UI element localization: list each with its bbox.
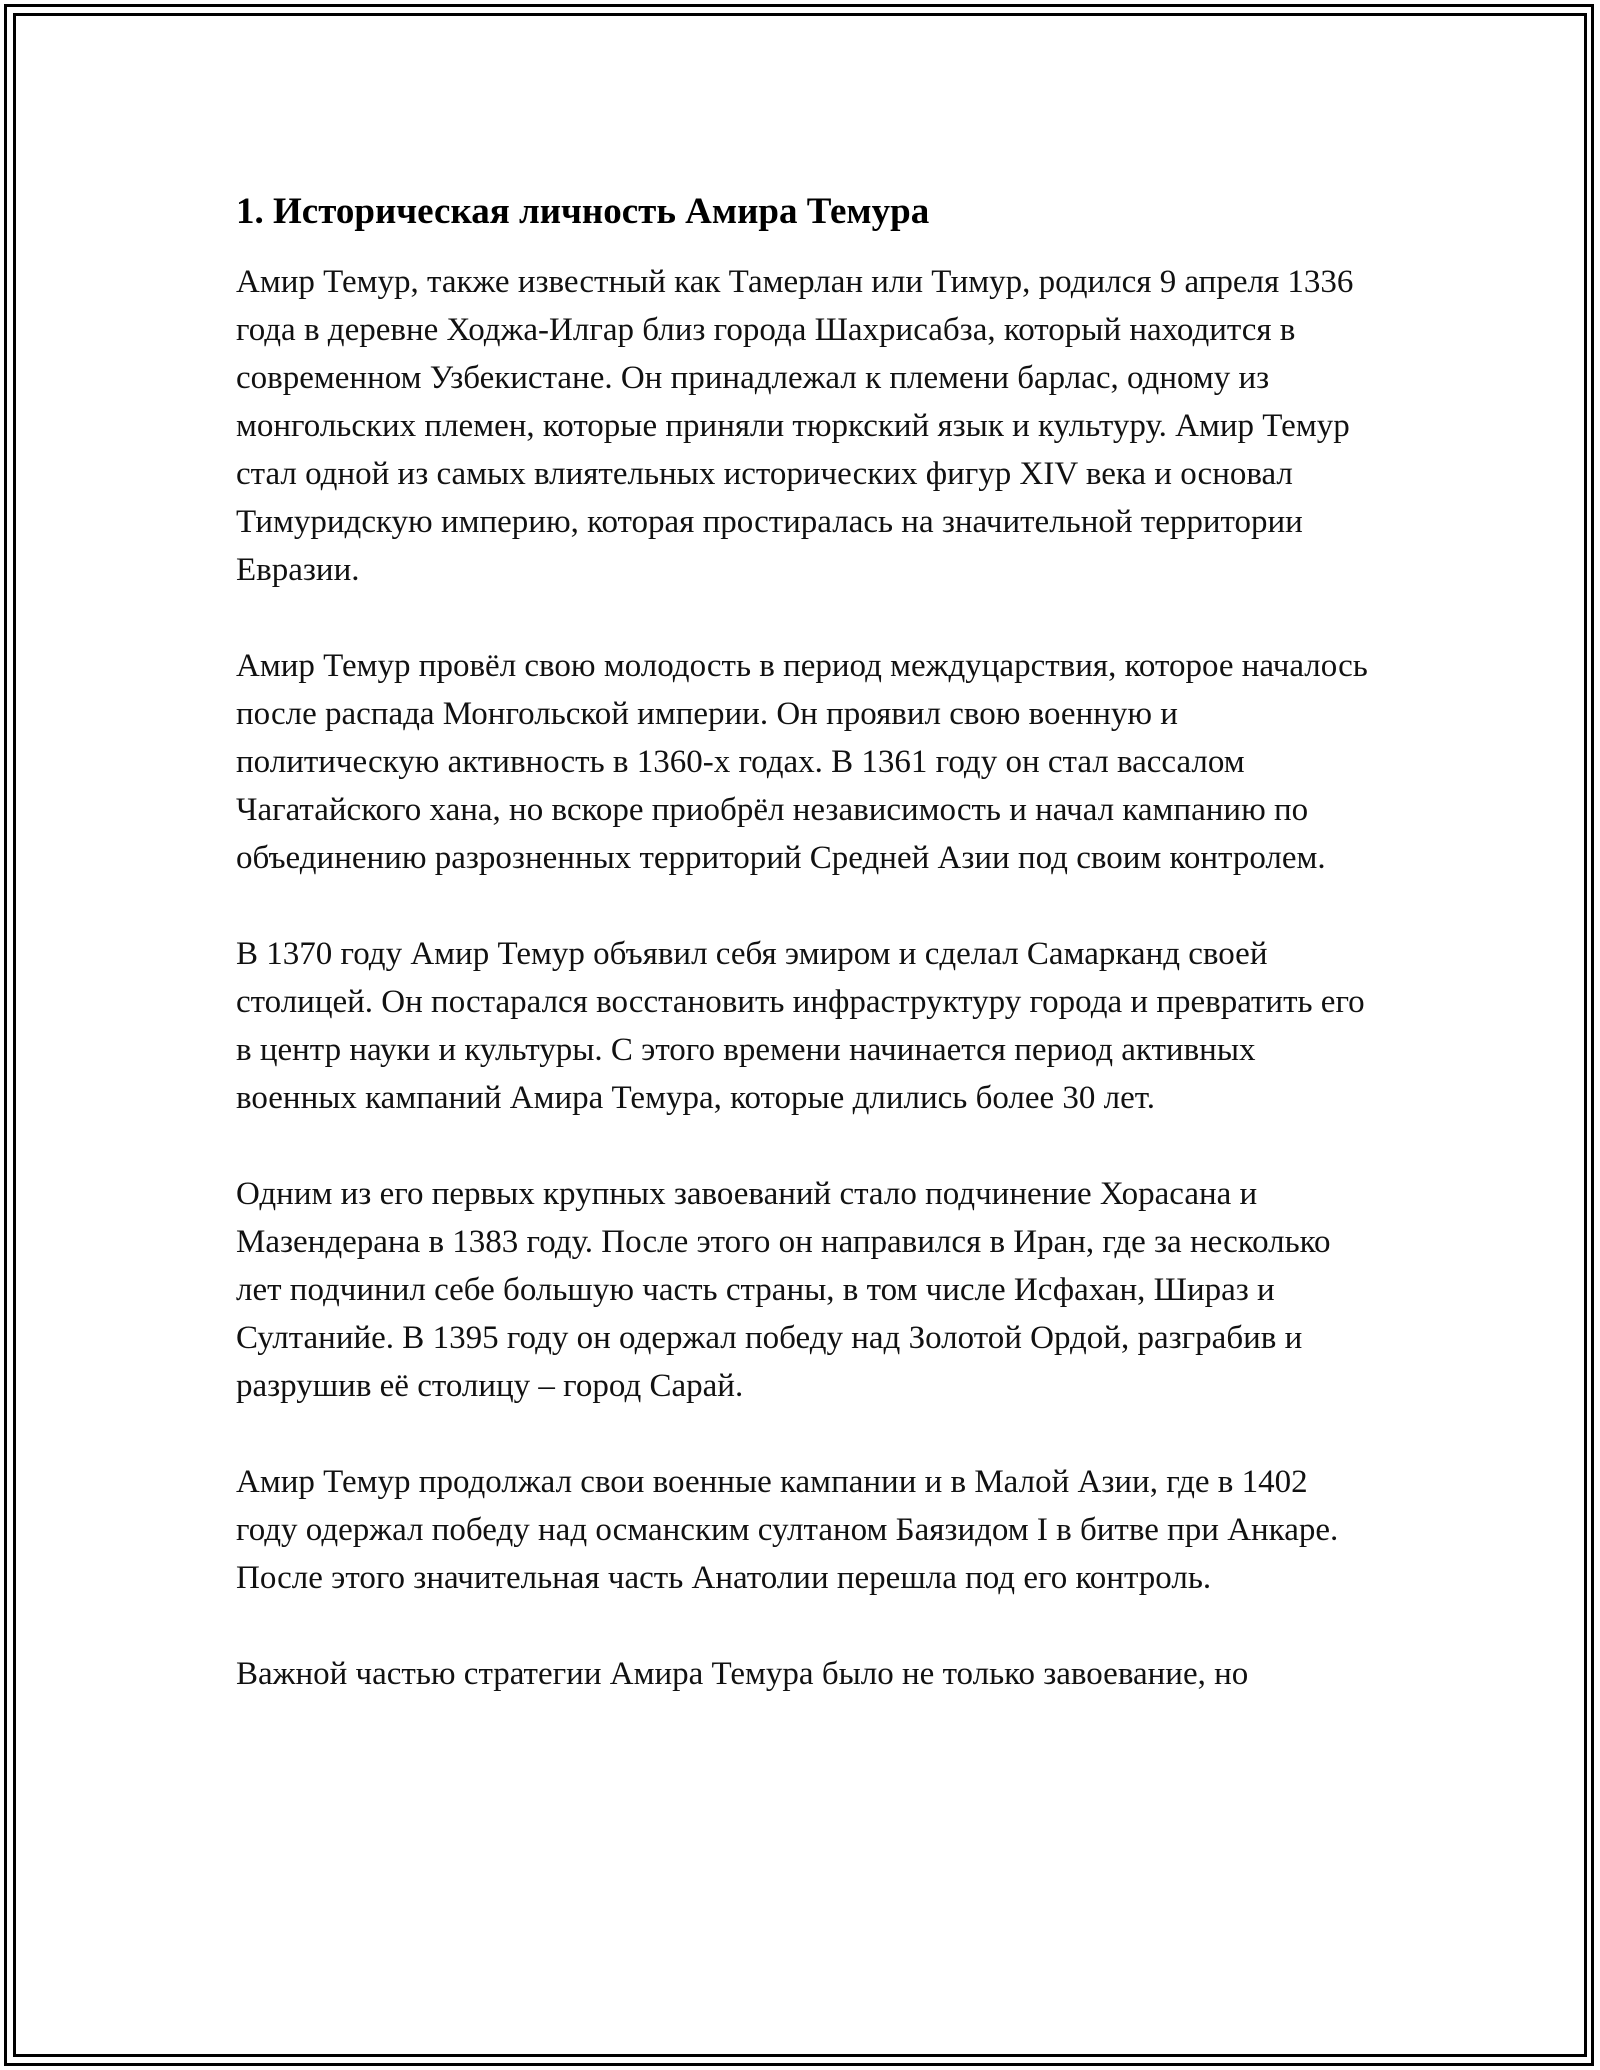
- paragraph-1: Амир Темур, также известный как Тамерлан или Тимур, родился 9 апреля 1336 года в деревне Ходжа-Илгар близ города Шахрисабза, который находится в современном Узбекистане. Он принадлежал к племени барлас, одному из монгольских племен, которые приняли тюркский язык и культуру. Амир Темур стал одной из самых влиятельных исторических фигур XIV века и основал Тимуридскую империю, которая простиралась на значительной территории Евразии.: [236, 264, 1354, 588]
- paragraph-6: Важной частью стратегии Амира Темура было не только завоевание, но: [236, 1656, 1249, 1692]
- paragraph-3: В 1370 году Амир Темур объявил себя эмиром и сделал Самарканд своей столицей. Он постарался восстановить инфраструктуру города и превратить его в центр науки и культуры. С этого времени начинается период активных военных кампаний Амира Темура, которые длились более 30 лет.: [236, 936, 1365, 1116]
- paragraph-4: Одним из его первых крупных завоеваний стало подчинение Хорасана и Мазендерана в 1383 году. После этого он направился в Иран, где за несколько лет подчинил себе большую часть страны, в том числе Исфахан, Шираз и Султанийе. В 1395 году он одержал победу над Золотой Ордой, разграбив и разрушив её столицу – город Сарай.: [236, 1176, 1331, 1404]
- section-heading: 1. Историческая личность Амира Темура: [236, 191, 930, 232]
- paragraph-2: Амир Темур провёл свою молодость в период междуцарствия, которое началось после распада Монгольской империи. Он проявил свою военную и политическую активность в 1360-х годах. В 1361 году он стал вассалом Чагатайского хана, но вскоре приобрёл независимость и начал кампанию по объединению разрозненных территорий Средней Азии под своим контролем.: [236, 648, 1368, 876]
- paragraph-5: Амир Темур продолжал свои военные кампании и в Малой Азии, где в 1402 году одержал победу над османским султаном Баязидом I в битве при Анкаре. После этого значительная часть Анатолии перешла под его контроль.: [236, 1464, 1339, 1596]
- document-body: [236, 186, 1376, 1746]
